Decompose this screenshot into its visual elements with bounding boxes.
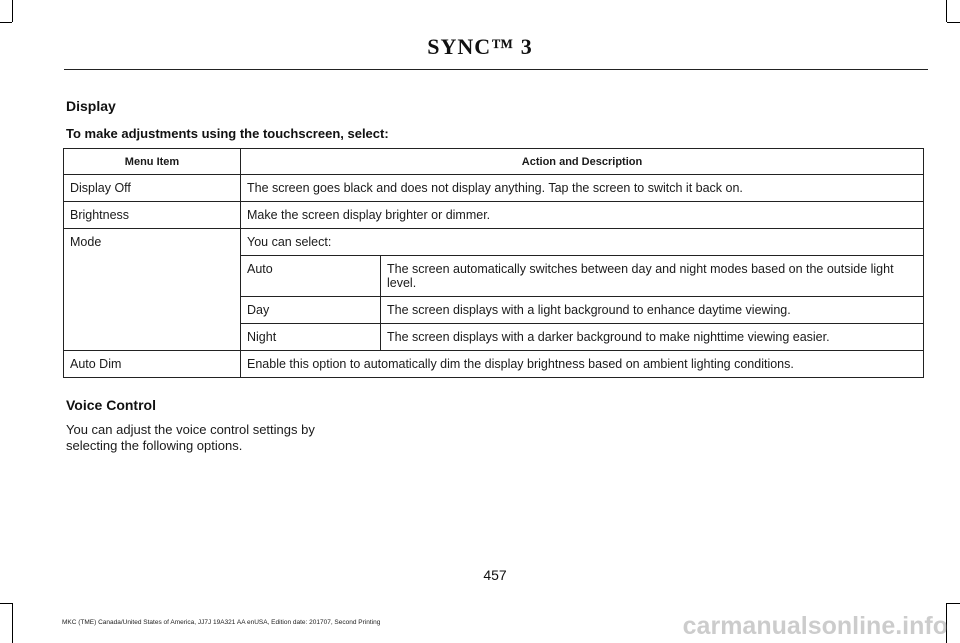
mode-option-description: The screen displays with a light background to enhance daytime viewing.: [381, 297, 924, 324]
mode-option-name: Day: [241, 297, 381, 324]
page-header-title: SYNC™ 3: [427, 34, 533, 59]
menu-item-cell: Display Off: [64, 175, 241, 202]
menu-item-cell: Brightness: [64, 202, 241, 229]
table-row: [64, 351, 924, 378]
table-row: [64, 175, 924, 202]
crop-mark: [12, 0, 13, 22]
mode-option-name: Night: [241, 324, 381, 351]
voice-control-heading: Voice Control: [66, 397, 156, 413]
column-header-action: Action and Description: [241, 149, 924, 175]
display-heading: Display: [66, 98, 116, 114]
crop-mark: [12, 603, 13, 643]
table-row: [64, 229, 924, 256]
table-row: [64, 202, 924, 229]
menu-item-cell: Mode: [64, 229, 241, 351]
crop-mark: [947, 22, 960, 23]
crop-mark: [946, 0, 947, 22]
menu-item-cell: Auto Dim: [64, 351, 241, 378]
display-intro: To make adjustments using the touchscreen, select:: [66, 126, 389, 141]
footer-edition-info: MKC (TME) Canada/United States of America, JJ7J 19A321 AA enUSA, Edition date: 201707, Second Printing: [62, 619, 381, 626]
header-rule: [64, 69, 928, 70]
page-number: 457: [483, 567, 507, 583]
description-cell: Enable this option to automatically dim the display brightness based on ambient lighting conditions.: [241, 351, 924, 378]
display-settings-table: [63, 148, 924, 378]
table-header-row: [64, 149, 924, 175]
column-header-menu-item: Menu Item: [64, 149, 241, 175]
mode-option-description: The screen automatically switches between day and night modes based on the outside light level.: [381, 256, 924, 297]
description-cell: The screen goes black and does not display anything. Tap the screen to switch it back on.: [241, 175, 924, 202]
crop-mark: [0, 22, 12, 23]
watermark: carmanualsonline.info: [682, 612, 948, 640]
crop-mark: [0, 603, 12, 604]
mode-option-name: Auto: [241, 256, 381, 297]
description-cell: You can select:: [241, 229, 924, 256]
voice-control-body: You can adjust the voice control settings by selecting the following options.: [66, 422, 315, 453]
mode-option-description: The screen displays with a darker background to make nighttime viewing easier.: [381, 324, 924, 351]
crop-mark: [947, 603, 960, 604]
description-cell: Make the screen display brighter or dimmer.: [241, 202, 924, 229]
